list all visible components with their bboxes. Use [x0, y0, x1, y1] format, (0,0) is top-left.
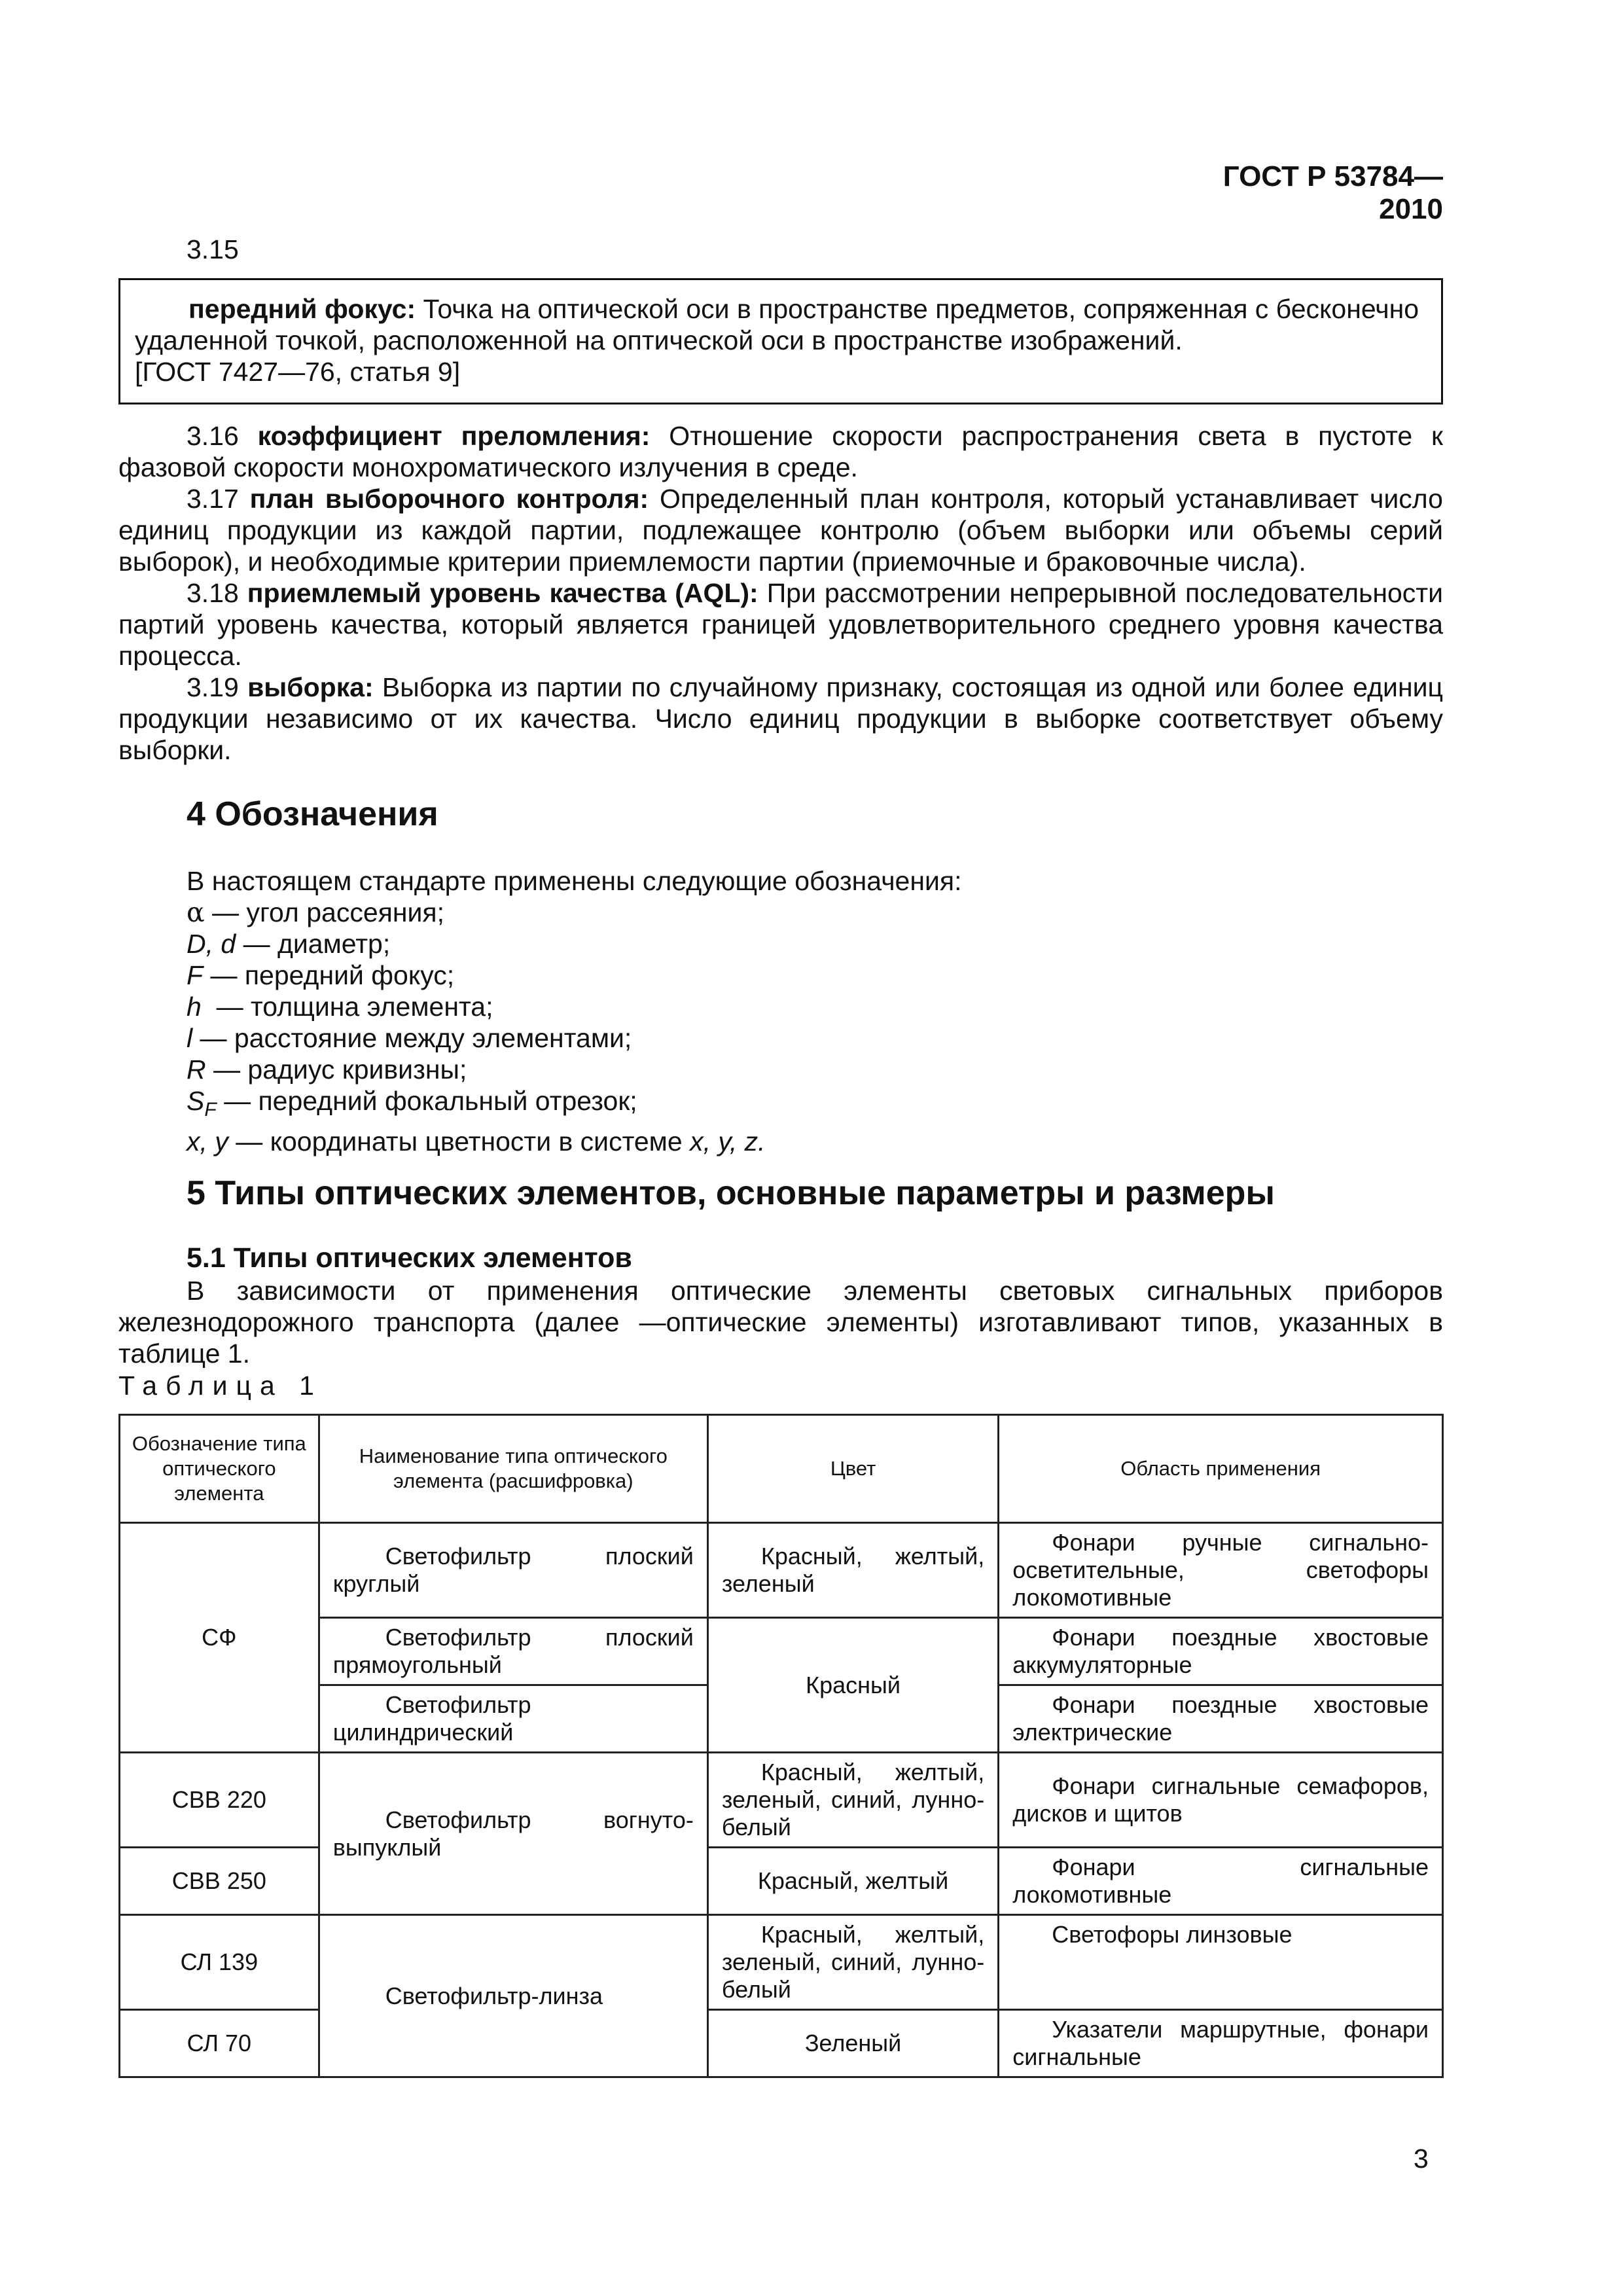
clause-number-3-15: 3.15 [187, 234, 239, 264]
cell-color: Красный, желтый, зеленый, синий, лунно-белый [707, 1915, 998, 2010]
symbol-meaning: — угол рассеяния; [204, 897, 444, 927]
definition-text-line1: Точка на оптической оси в пространстве предметов, сопряженная с бесконечно [416, 294, 1419, 324]
section-5-heading: 5 Типы оптических элементов, основные параметры и размеры [187, 1174, 1275, 1212]
symbol: l [187, 1023, 193, 1053]
subsection-5-1-heading: 5.1 Типы оптических элементов [187, 1242, 632, 1274]
symbol-alpha [187, 897, 962, 928]
header-name: Наименование типа оптического элемента (расшифровка) [319, 1415, 707, 1523]
cell-application: Фонари сигнальные семафоров, дисков и щитов [999, 1753, 1443, 1848]
definition-box-text [135, 293, 1427, 387]
definition-box [118, 278, 1443, 404]
item-text: Отношение скорости распространения света в пустоте к фазовой скорости монохроматического излучения в среде. [118, 421, 1443, 482]
symbols-list [187, 865, 962, 1157]
symbol: α [187, 897, 205, 928]
item-number: 3.16 [187, 421, 258, 451]
cell-color: Красный, желтый, зеленый, синий, лунно-белый [707, 1753, 998, 1848]
definition-item-3-17 [118, 483, 1443, 577]
cell-color: Красный, желтый [707, 1848, 998, 1915]
definition-text-line2: удаленной точкой, расположенной на оптической оси в пространстве изображений. [135, 325, 1183, 355]
item-text: При рассмотрении непрерывной последовательности партий уровень качества, который является границей удовлетворительного среднего уровня качества процесса. [118, 578, 1443, 671]
item-number: 3.18 [187, 578, 247, 608]
optical-elements-table [118, 1414, 1444, 2078]
item-text: Выборка из партии по случайному признаку, состоящая из одной или более единиц продукции независимо от их качества. Число единиц продукции в выборке соответствует объему выборки. [118, 672, 1443, 765]
symbol-meaning: — координаты цветности в системе [228, 1126, 690, 1157]
cell-designation: СЛ 70 [120, 2010, 319, 2077]
table-row [120, 1848, 1443, 1915]
definition-term: передний фокус: [188, 294, 416, 324]
table-row [120, 1915, 1443, 2010]
cell-name: Светофильтр вогнуто-выпуклый [319, 1753, 707, 1915]
table-row [120, 2010, 1443, 2077]
symbol: h [187, 992, 202, 1022]
definitions-list [118, 420, 1443, 766]
page-number: 3 [1414, 2144, 1429, 2174]
symbol-meaning-tail: x, y, z. [690, 1126, 766, 1157]
table-row [120, 1753, 1443, 1848]
symbol-focal-segment [187, 1085, 962, 1126]
symbol-meaning: — радиус кривизны; [205, 1054, 467, 1085]
symbol: x, y [187, 1126, 228, 1157]
table-caption: Таблица 1 [118, 1371, 323, 1401]
section-4-heading: 4 Обозначения [187, 795, 438, 833]
symbol: S [187, 1086, 205, 1116]
symbol: R [187, 1054, 206, 1085]
cell-application: Фонари ручные сигнально- осветительные, светофоры локомотивные [999, 1523, 1443, 1618]
symbol-distance [187, 1022, 962, 1054]
item-term: выборка: [247, 672, 374, 702]
symbol-chromaticity [187, 1126, 962, 1157]
header-designation: Обозначение типа оптического элемента [120, 1415, 319, 1523]
cell-application: Фонари поездные хвостовые аккумуляторные [999, 1618, 1443, 1685]
symbol-meaning: — передний фокальный отрезок; [216, 1086, 637, 1116]
symbol-thickness [187, 991, 962, 1022]
symbols-intro: В настоящем стандарте применены следующие обозначения: [187, 866, 962, 896]
definition-item-3-16 [118, 420, 1443, 483]
symbol-meaning: — передний фокус; [203, 960, 455, 990]
cell-color: Красный [707, 1618, 998, 1753]
symbol-radius [187, 1054, 962, 1085]
table-row [120, 1523, 1443, 1618]
item-term: приемлемый уровень качества (AQL): [247, 578, 758, 608]
symbol-diameter [187, 928, 962, 960]
symbol-meaning: — расстояние между элементами; [192, 1023, 632, 1053]
standard-code-header: ГОСТ Р 53784—2010 [1222, 160, 1443, 225]
item-number: 3.19 [187, 672, 248, 702]
item-number: 3.17 [187, 484, 250, 514]
cell-name: Светофильтр-линза [319, 1915, 707, 2077]
item-term: план выборочного контроля: [249, 484, 649, 514]
symbol-meaning: — диаметр; [236, 929, 391, 959]
symbol-focus [187, 960, 962, 991]
cell-color: Зеленый [707, 2010, 998, 2077]
cell-designation: СФ [120, 1523, 319, 1753]
symbol: F [187, 960, 204, 990]
header-application: Область применения [999, 1415, 1443, 1523]
definition-item-3-18 [118, 577, 1443, 672]
cell-application: Фонари поездные хвостовые электрические [999, 1685, 1443, 1753]
section-5-1-text: В зависимости от применения оптические элементы световых сигнальных приборов железнодорожного транспорта (далее —оптические элементы) изготавливают типов, указанных в таблице 1. [118, 1276, 1443, 1369]
symbol: D, d [187, 929, 236, 959]
symbol-subscript: F [204, 1099, 217, 1121]
definition-reference: [ГОСТ 7427—76, статья 9] [135, 357, 461, 387]
cell-application: Светофоры линзовые [999, 1915, 1443, 2010]
cell-designation: СВВ 220 [120, 1753, 319, 1848]
cell-application: Указатели маршрутные, фонари сигнальные [999, 2010, 1443, 2077]
cell-color: Красный, желтый, зеленый [707, 1523, 998, 1618]
cell-name: Светофильтр плоский прямоугольный [319, 1618, 707, 1685]
cell-application: Фонари сигнальные локомотивные [999, 1848, 1443, 1915]
symbol-meaning: — толщина элемента; [201, 992, 493, 1022]
header-color: Цвет [707, 1415, 998, 1523]
definition-item-3-19 [118, 672, 1443, 766]
item-term: коэффициент преломления: [257, 421, 651, 451]
table-header-row [120, 1415, 1443, 1523]
item-text: Определенный план контроля, который устанавливает число единиц продукции из каждой партии, подлежащее контролю (объем выборки или объемы серий выборок), и необходимые критерии приемлемости партии (приемочные и браковочные числа). [118, 484, 1443, 577]
cell-designation: СВВ 250 [120, 1848, 319, 1915]
cell-name: Светофильтр цилиндрический [319, 1685, 707, 1753]
cell-designation: СЛ 139 [120, 1915, 319, 2010]
cell-name: Светофильтр плоский круглый [319, 1523, 707, 1618]
